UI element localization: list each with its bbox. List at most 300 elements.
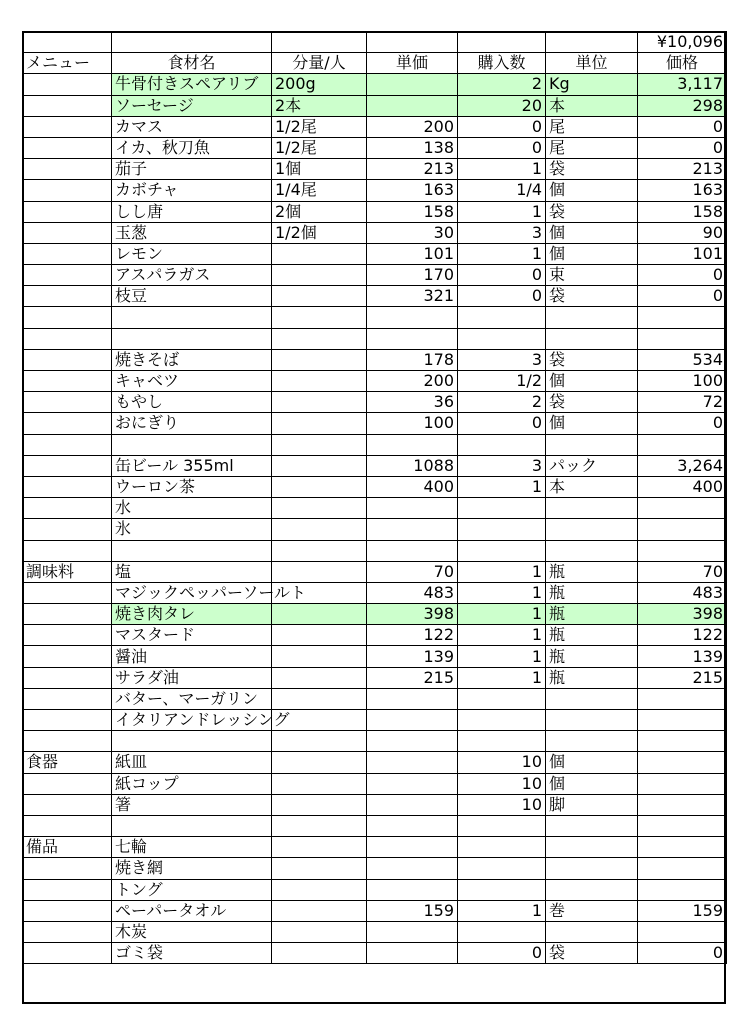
cell-cost[interactable]: 72 <box>638 392 727 413</box>
cell-qty[interactable] <box>458 815 546 836</box>
cell-price[interactable]: 178 <box>367 349 458 370</box>
cell-qty[interactable]: 1 <box>458 476 546 497</box>
cell-amount[interactable] <box>272 540 367 561</box>
cell-menu[interactable] <box>23 900 112 921</box>
cell-unit[interactable]: 瓶 <box>546 582 638 603</box>
cell-amount[interactable] <box>272 307 367 328</box>
cell-cost[interactable]: 0 <box>638 943 727 964</box>
cell-cost[interactable]: 139 <box>638 646 727 667</box>
cell-cost[interactable]: 3,117 <box>638 74 727 95</box>
cell-menu[interactable] <box>23 815 112 836</box>
cell-qty[interactable] <box>458 688 546 709</box>
cell-qty[interactable]: 0 <box>458 116 546 137</box>
cell-menu[interactable] <box>23 604 112 625</box>
cell-amount[interactable] <box>272 921 367 942</box>
cell-menu[interactable] <box>23 180 112 201</box>
cell-amount[interactable] <box>272 752 367 773</box>
cell-qty[interactable]: 1 <box>458 561 546 582</box>
cell-qty[interactable]: 10 <box>458 752 546 773</box>
cell-unit[interactable]: 個 <box>546 222 638 243</box>
cell-menu[interactable] <box>23 879 112 900</box>
cell-unit[interactable]: 袋 <box>546 286 638 307</box>
header-qty[interactable]: 購入数 <box>458 53 546 74</box>
cell-price[interactable] <box>367 943 458 964</box>
cell-item[interactable] <box>112 731 272 752</box>
cell-amount[interactable] <box>272 561 367 582</box>
cell-qty[interactable]: 0 <box>458 265 546 286</box>
cell-qty[interactable] <box>458 879 546 900</box>
cell-unit[interactable]: 巻 <box>546 900 638 921</box>
cell-menu[interactable] <box>23 286 112 307</box>
cell-price[interactable]: 101 <box>367 243 458 264</box>
cell-menu[interactable] <box>23 646 112 667</box>
cell-price[interactable] <box>367 752 458 773</box>
cell-price[interactable] <box>367 328 458 349</box>
cell-item[interactable] <box>112 815 272 836</box>
cell-item[interactable] <box>112 900 272 921</box>
cell-price[interactable]: 400 <box>367 476 458 497</box>
header-amount[interactable]: 分量/人 <box>272 53 367 74</box>
cell-unit[interactable] <box>546 858 638 879</box>
cell-unit[interactable]: 袋 <box>546 943 638 964</box>
cell-price[interactable]: 159 <box>367 900 458 921</box>
cell-item[interactable] <box>112 794 272 815</box>
cell-amount[interactable] <box>272 815 367 836</box>
cell-cost[interactable] <box>638 498 727 519</box>
cell-item[interactable] <box>112 582 307 603</box>
cell-menu[interactable] <box>23 943 112 964</box>
cell-item[interactable] <box>112 858 272 879</box>
cell-price[interactable] <box>367 921 458 942</box>
cell-qty[interactable]: 1/4 <box>458 180 546 201</box>
cell-unit[interactable]: 本 <box>546 95 638 116</box>
cell-item[interactable] <box>112 159 272 180</box>
cell-amount[interactable] <box>272 625 367 646</box>
cell-qty[interactable]: 20 <box>458 95 546 116</box>
header-menu[interactable]: メニュー <box>23 53 112 74</box>
cell-cost[interactable]: 90 <box>638 222 727 243</box>
cell-amount[interactable] <box>272 413 367 434</box>
cell-amount[interactable] <box>272 286 367 307</box>
cell-cost[interactable]: 0 <box>638 413 727 434</box>
cell-menu[interactable] <box>23 159 112 180</box>
cell-price[interactable]: 100 <box>367 413 458 434</box>
cell-cost[interactable] <box>638 858 727 879</box>
cell-amount[interactable] <box>272 879 367 900</box>
cell-amount[interactable] <box>272 858 367 879</box>
cell-qty[interactable] <box>458 540 546 561</box>
cell-cost[interactable] <box>638 752 727 773</box>
cell-cost[interactable]: 122 <box>638 625 727 646</box>
cell-menu[interactable] <box>23 74 112 95</box>
cell-amount[interactable]: 2本 <box>272 95 367 116</box>
cell-qty[interactable]: 1/2 <box>458 371 546 392</box>
cell-unit[interactable]: 本 <box>546 476 638 497</box>
cell-cost[interactable] <box>638 773 727 794</box>
cell-item[interactable] <box>112 286 272 307</box>
cell-amount[interactable] <box>272 519 367 540</box>
cell[interactable] <box>458 32 546 53</box>
cell-unit[interactable]: パック <box>546 455 638 476</box>
cell-cost[interactable] <box>638 328 727 349</box>
cell-qty[interactable] <box>458 731 546 752</box>
cell-amount[interactable] <box>272 731 367 752</box>
cell-price[interactable]: 200 <box>367 371 458 392</box>
cell-price[interactable]: 36 <box>367 392 458 413</box>
cell-price[interactable] <box>367 519 458 540</box>
cell-amount[interactable]: 1/2個 <box>272 222 367 243</box>
cell-cost[interactable]: 213 <box>638 159 727 180</box>
cell-unit[interactable] <box>546 307 638 328</box>
cell-item[interactable] <box>112 773 272 794</box>
cell-cost[interactable]: 534 <box>638 349 727 370</box>
cell-price[interactable]: 483 <box>367 582 458 603</box>
cell-price[interactable] <box>367 498 458 519</box>
cell-amount[interactable]: 200g <box>272 74 367 95</box>
cell-price[interactable] <box>367 540 458 561</box>
cell-amount[interactable] <box>272 667 367 688</box>
cell-cost[interactable] <box>638 307 727 328</box>
cell-cost[interactable]: 158 <box>638 201 727 222</box>
cell-qty[interactable]: 10 <box>458 773 546 794</box>
cell-amount[interactable] <box>272 434 367 455</box>
cell-unit[interactable]: 袋 <box>546 392 638 413</box>
cell-qty[interactable]: 0 <box>458 413 546 434</box>
cell-amount[interactable] <box>272 773 367 794</box>
cell-item[interactable] <box>112 328 272 349</box>
cell-menu[interactable] <box>23 582 112 603</box>
cell-item[interactable] <box>112 243 272 264</box>
cell-price[interactable] <box>367 95 458 116</box>
cell-menu[interactable]: 備品 <box>23 837 112 858</box>
cell-qty[interactable]: 1 <box>458 900 546 921</box>
cell-price[interactable]: 158 <box>367 201 458 222</box>
cell-price[interactable]: 200 <box>367 116 458 137</box>
cell-item[interactable] <box>112 710 290 731</box>
cell-qty[interactable]: 0 <box>458 943 546 964</box>
cell-item[interactable] <box>112 116 272 137</box>
cell-qty[interactable]: 3 <box>458 455 546 476</box>
cell-cost[interactable]: 0 <box>638 137 727 158</box>
cell-amount[interactable] <box>272 328 367 349</box>
cell-menu[interactable] <box>23 434 112 455</box>
cell-unit[interactable]: 個 <box>546 180 638 201</box>
cell-cost[interactable] <box>638 731 727 752</box>
cell-amount[interactable] <box>272 392 367 413</box>
cell-item[interactable] <box>112 879 272 900</box>
cell-amount[interactable]: 1個 <box>272 159 367 180</box>
cell-item[interactable] <box>112 222 272 243</box>
cell-cost[interactable]: 163 <box>638 180 727 201</box>
cell-item[interactable] <box>112 413 272 434</box>
cell-qty[interactable]: 1 <box>458 582 546 603</box>
cell-amount[interactable] <box>272 371 367 392</box>
cell-qty[interactable] <box>458 921 546 942</box>
cell-unit[interactable] <box>546 688 638 709</box>
cell[interactable] <box>546 32 638 53</box>
cell-unit[interactable] <box>546 434 638 455</box>
cell-item[interactable] <box>112 180 272 201</box>
cell-price[interactable]: 321 <box>367 286 458 307</box>
header-unit[interactable]: 単位 <box>546 53 638 74</box>
cell-menu[interactable] <box>23 921 112 942</box>
cell-unit[interactable]: 尾 <box>546 116 638 137</box>
cell-item[interactable] <box>112 625 272 646</box>
cell-unit[interactable] <box>546 710 638 731</box>
cell-item[interactable] <box>112 74 272 95</box>
cell-price[interactable]: 30 <box>367 222 458 243</box>
cell-amount[interactable]: 2個 <box>272 201 367 222</box>
cell-amount[interactable] <box>272 498 367 519</box>
cell-cost[interactable] <box>638 921 727 942</box>
cell-menu[interactable] <box>23 498 112 519</box>
cell-item[interactable] <box>112 943 272 964</box>
cell[interactable] <box>367 32 458 53</box>
cell-amount[interactable] <box>272 455 367 476</box>
cell-qty[interactable]: 0 <box>458 286 546 307</box>
cell-unit[interactable]: 袋 <box>546 159 638 180</box>
cell-menu[interactable] <box>23 371 112 392</box>
cell-amount[interactable] <box>272 900 367 921</box>
cell-amount[interactable] <box>272 794 367 815</box>
cell-cost[interactable]: 0 <box>638 116 727 137</box>
cell-unit[interactable] <box>546 498 638 519</box>
cell[interactable] <box>272 32 367 53</box>
cell-amount[interactable] <box>272 943 367 964</box>
cell-price[interactable] <box>367 74 458 95</box>
cell-unit[interactable]: 個 <box>546 752 638 773</box>
cell-price[interactable] <box>367 794 458 815</box>
cell-cost[interactable] <box>638 434 727 455</box>
cell-item[interactable] <box>112 265 272 286</box>
cell-unit[interactable] <box>546 731 638 752</box>
cell-unit[interactable]: 瓶 <box>546 667 638 688</box>
cell-cost[interactable]: 100 <box>638 371 727 392</box>
cell-amount[interactable]: 1/2尾 <box>272 137 367 158</box>
cell-menu[interactable] <box>23 731 112 752</box>
cell-price[interactable] <box>367 307 458 328</box>
cell-menu[interactable] <box>23 243 112 264</box>
cell-qty[interactable]: 1 <box>458 159 546 180</box>
cell-menu[interactable] <box>23 519 112 540</box>
cell-cost[interactable]: 215 <box>638 667 727 688</box>
cell-qty[interactable] <box>458 307 546 328</box>
cell-price[interactable] <box>367 434 458 455</box>
cell-amount[interactable] <box>272 837 367 858</box>
cell-unit[interactable]: 個 <box>546 413 638 434</box>
cell-item[interactable] <box>112 476 272 497</box>
cell-unit[interactable] <box>546 921 638 942</box>
cell-amount[interactable]: 1/4尾 <box>272 180 367 201</box>
cell-price[interactable]: 215 <box>367 667 458 688</box>
cell-menu[interactable] <box>23 95 112 116</box>
cell-unit[interactable]: 個 <box>546 243 638 264</box>
cell-item[interactable] <box>112 752 272 773</box>
cell-amount[interactable] <box>272 265 367 286</box>
cell-cost[interactable]: 0 <box>638 286 727 307</box>
cell-amount[interactable] <box>272 243 367 264</box>
cell-price[interactable] <box>367 858 458 879</box>
cell-price[interactable]: 122 <box>367 625 458 646</box>
cell-price[interactable] <box>367 837 458 858</box>
cell-cost[interactable] <box>638 879 727 900</box>
cell-qty[interactable]: 2 <box>458 392 546 413</box>
cell-qty[interactable]: 1 <box>458 243 546 264</box>
cell-qty[interactable]: 2 <box>458 74 546 95</box>
cell-cost[interactable]: 400 <box>638 476 727 497</box>
cell-cost[interactable]: 298 <box>638 95 727 116</box>
cell-menu[interactable] <box>23 116 112 137</box>
cell-cost[interactable]: 398 <box>638 604 727 625</box>
cell-cost[interactable]: 483 <box>638 582 727 603</box>
cell-cost[interactable] <box>638 710 727 731</box>
cell-unit[interactable]: 瓶 <box>546 561 638 582</box>
total-amount[interactable]: ¥10,096 <box>638 32 727 53</box>
cell-qty[interactable]: 1 <box>458 201 546 222</box>
cell-menu[interactable] <box>23 307 112 328</box>
cell-qty[interactable]: 3 <box>458 349 546 370</box>
cell-menu[interactable] <box>23 794 112 815</box>
cell-qty[interactable] <box>458 519 546 540</box>
cell-qty[interactable] <box>458 498 546 519</box>
cell-menu[interactable] <box>23 392 112 413</box>
cell-cost[interactable]: 159 <box>638 900 727 921</box>
cell-unit[interactable]: 袋 <box>546 349 638 370</box>
cell-item[interactable] <box>112 646 272 667</box>
cell-amount[interactable] <box>272 604 367 625</box>
cell[interactable] <box>112 32 272 53</box>
cell-cost[interactable]: 101 <box>638 243 727 264</box>
cell-menu[interactable] <box>23 137 112 158</box>
cell[interactable] <box>23 32 112 53</box>
cell-qty[interactable]: 10 <box>458 794 546 815</box>
cell-item[interactable] <box>112 392 272 413</box>
cell-unit[interactable]: 瓶 <box>546 646 638 667</box>
cell-item[interactable] <box>112 540 272 561</box>
cell-qty[interactable] <box>458 837 546 858</box>
cell-price[interactable]: 138 <box>367 137 458 158</box>
cell-amount[interactable] <box>272 476 367 497</box>
cell-price[interactable]: 170 <box>367 265 458 286</box>
cell-price[interactable]: 213 <box>367 159 458 180</box>
cell-menu[interactable] <box>23 540 112 561</box>
cell-menu[interactable] <box>23 773 112 794</box>
cell-item[interactable] <box>112 561 272 582</box>
cell-item[interactable] <box>112 921 272 942</box>
cell-unit[interactable]: 尾 <box>546 137 638 158</box>
cell-unit[interactable] <box>546 540 638 561</box>
cell-menu[interactable] <box>23 688 112 709</box>
cell-cost[interactable] <box>638 688 727 709</box>
cell-unit[interactable]: 瓶 <box>546 625 638 646</box>
cell-item[interactable] <box>112 371 272 392</box>
cell-cost[interactable]: 0 <box>638 265 727 286</box>
cell-menu[interactable] <box>23 625 112 646</box>
cell-menu[interactable] <box>23 265 112 286</box>
cell-menu[interactable] <box>23 667 112 688</box>
cell-cost[interactable]: 3,264 <box>638 455 727 476</box>
cell-menu[interactable] <box>23 710 112 731</box>
cell-price[interactable] <box>367 688 458 709</box>
cell-cost[interactable] <box>638 794 727 815</box>
cell-menu[interactable]: 食器 <box>23 752 112 773</box>
cell-price[interactable] <box>367 815 458 836</box>
cell-item[interactable] <box>112 349 272 370</box>
cell-qty[interactable] <box>458 328 546 349</box>
cell-amount[interactable]: 1/2尾 <box>272 116 367 137</box>
cell-item[interactable] <box>112 434 272 455</box>
cell-unit[interactable]: 袋 <box>546 201 638 222</box>
cell-menu[interactable] <box>23 455 112 476</box>
cell-qty[interactable]: 3 <box>458 222 546 243</box>
cell-unit[interactable]: 脚 <box>546 794 638 815</box>
header-item[interactable]: 食材名 <box>112 53 272 74</box>
cell-qty[interactable]: 1 <box>458 604 546 625</box>
cell-unit[interactable] <box>546 328 638 349</box>
header-price[interactable]: 単価 <box>367 53 458 74</box>
cell-qty[interactable] <box>458 858 546 879</box>
cell-item[interactable] <box>112 455 272 476</box>
cell-price[interactable]: 163 <box>367 180 458 201</box>
cell-item[interactable] <box>112 837 272 858</box>
cell-menu[interactable] <box>23 222 112 243</box>
cell-unit[interactable] <box>546 815 638 836</box>
cell-menu[interactable] <box>23 349 112 370</box>
cell-unit[interactable]: Kg <box>546 74 638 95</box>
cell-price[interactable] <box>367 773 458 794</box>
cell-cost[interactable] <box>638 540 727 561</box>
cell-amount[interactable] <box>272 646 367 667</box>
cell-price[interactable]: 398 <box>367 604 458 625</box>
cell-item[interactable] <box>112 519 272 540</box>
cell-item[interactable] <box>112 307 272 328</box>
cell-unit[interactable]: 個 <box>546 371 638 392</box>
cell-amount[interactable] <box>272 688 367 709</box>
cell-menu[interactable] <box>23 476 112 497</box>
cell-cost[interactable] <box>638 519 727 540</box>
cell-unit[interactable] <box>546 837 638 858</box>
cell-menu[interactable] <box>23 201 112 222</box>
cell-cost[interactable] <box>638 815 727 836</box>
cell-cost[interactable] <box>638 837 727 858</box>
cell-price[interactable]: 1088 <box>367 455 458 476</box>
cell-item[interactable] <box>112 667 272 688</box>
cell-price[interactable]: 70 <box>367 561 458 582</box>
cell-price[interactable] <box>367 731 458 752</box>
cell-price[interactable] <box>367 710 458 731</box>
cell-menu[interactable]: 調味料 <box>23 561 112 582</box>
cell-item[interactable] <box>112 137 272 158</box>
cell-qty[interactable] <box>458 710 546 731</box>
cell-item[interactable] <box>112 201 272 222</box>
cell-menu[interactable] <box>23 858 112 879</box>
cell-price[interactable] <box>367 879 458 900</box>
cell-price[interactable]: 139 <box>367 646 458 667</box>
cell-qty[interactable]: 1 <box>458 667 546 688</box>
cell-unit[interactable] <box>546 519 638 540</box>
cell-cost[interactable]: 70 <box>638 561 727 582</box>
cell-qty[interactable]: 1 <box>458 646 546 667</box>
cell-unit[interactable]: 瓶 <box>546 604 638 625</box>
header-cost[interactable]: 価格 <box>638 53 727 74</box>
cell-item[interactable] <box>112 498 272 519</box>
cell-qty[interactable] <box>458 434 546 455</box>
cell-item[interactable] <box>112 95 272 116</box>
cell-unit[interactable]: 束 <box>546 265 638 286</box>
cell-qty[interactable]: 1 <box>458 625 546 646</box>
cell-qty[interactable]: 0 <box>458 137 546 158</box>
cell-unit[interactable]: 個 <box>546 773 638 794</box>
